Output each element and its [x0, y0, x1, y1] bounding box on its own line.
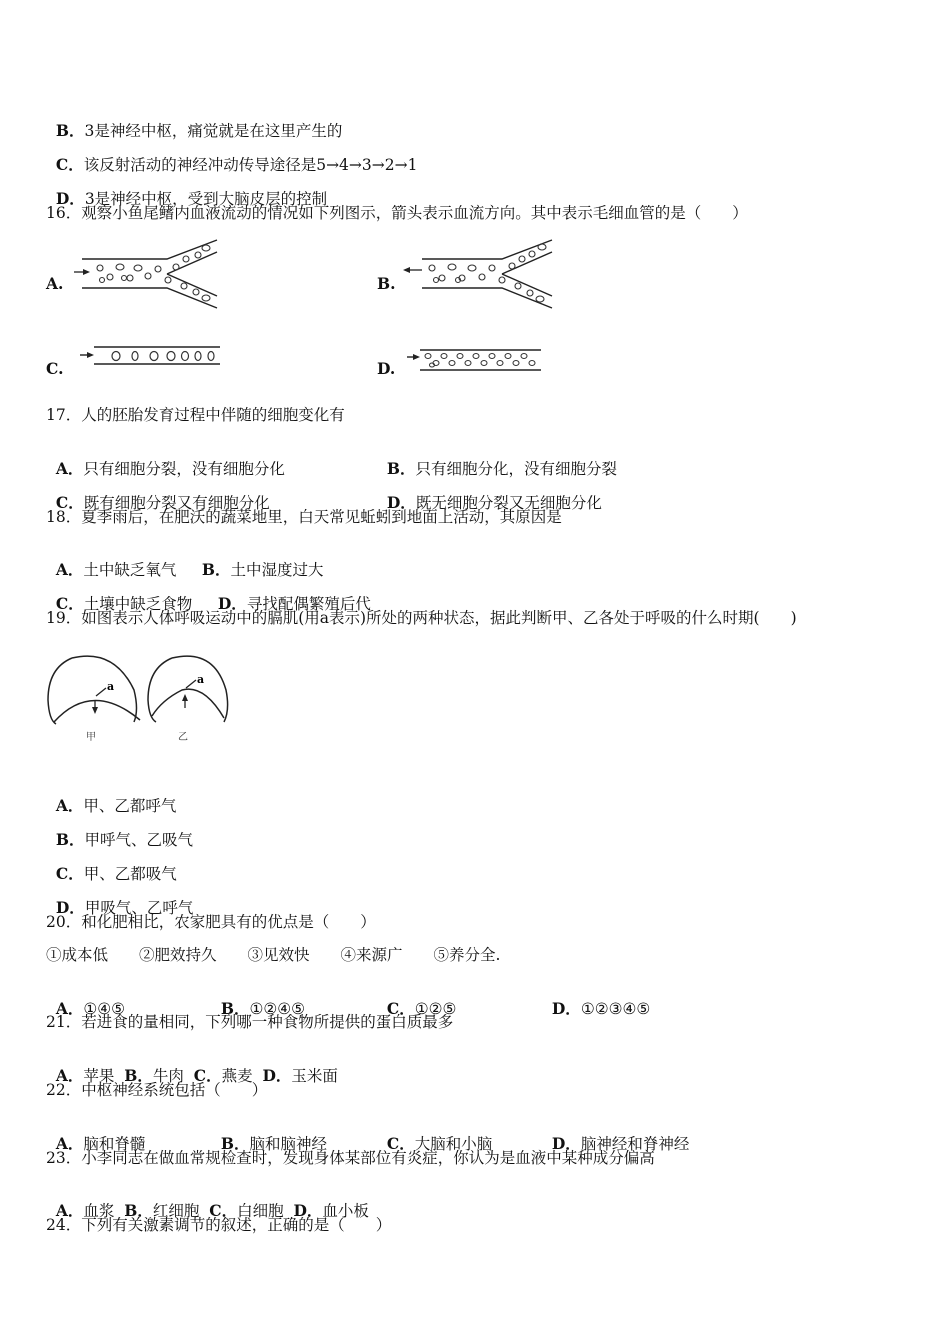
option-text: 甲、乙都吸气 — [83, 865, 177, 883]
option-text: 血浆 — [83, 1202, 115, 1220]
option-text: 土中湿度过大 — [230, 561, 324, 579]
option-text: 大脑和小脑 — [414, 1135, 493, 1153]
option-text: 牛肉 — [152, 1067, 184, 1085]
blood-vessel-diagram-a — [72, 238, 222, 310]
figure-label-jia: 甲 — [86, 732, 96, 743]
q21-stem: 21．若进食的量相同，下列哪一种食物所提供的蛋白质最多 — [46, 1013, 454, 1031]
option-label: B． — [55, 121, 85, 140]
blood-vessel-diagram-d — [404, 347, 544, 373]
option-text: 甲吸气、乙呼气 — [84, 899, 194, 917]
option-label: B． — [124, 1066, 153, 1085]
option-label: A． — [55, 999, 84, 1018]
option-label: D． — [55, 898, 85, 917]
option-text: 白细胞 — [237, 1202, 284, 1220]
figure-label-yi: 乙 — [178, 732, 188, 743]
option-text: 甲、乙都呼气 — [83, 797, 177, 815]
option-label: B． — [220, 1134, 250, 1153]
option-label: B． — [55, 830, 85, 849]
option-label: A． — [55, 1134, 84, 1153]
q22-stem: 22．中枢神经系统包括（ ） — [46, 1081, 268, 1099]
q16-option-a-label: A. — [46, 274, 64, 293]
option-label: D． — [293, 1201, 323, 1220]
option-label: A． — [55, 1201, 84, 1220]
option-label: C． — [193, 1066, 222, 1085]
q20-stem: 20．和化肥相比，农家肥具有的优点是（ ） — [46, 913, 376, 931]
q20-items: ①成本低 ②肥效持久 ③见效快 ④来源广 ⑤养分全. — [46, 946, 501, 964]
option-text: ①②③④⑤ — [580, 1000, 651, 1018]
option-label: D． — [262, 1066, 292, 1085]
option-label: D． — [551, 999, 581, 1018]
q17-stem: 17．人的胚胎发育过程中伴随的细胞变化有 — [46, 406, 345, 424]
diaphragm-label-a-yi: a — [197, 673, 205, 686]
option-text: 土中缺乏氧气 — [83, 561, 177, 579]
option-label: C． — [386, 1134, 415, 1153]
option-text: 脑和脊髓 — [83, 1135, 146, 1153]
option-text: 玉米面 — [291, 1067, 338, 1085]
option-label: C． — [55, 493, 84, 512]
option-text: 只有细胞分化，没有细胞分裂 — [415, 460, 617, 478]
option-label: A． — [55, 796, 84, 815]
option-text: 该反射活动的神经冲动传导途径是5→4→3→2→1 — [83, 156, 418, 174]
option-label: D． — [551, 1134, 581, 1153]
option-label: A． — [55, 560, 84, 579]
option-text: 血小板 — [322, 1202, 369, 1220]
option-text: 脑神经和脊神经 — [580, 1135, 690, 1153]
diaphragm-label-a-jia: a — [107, 680, 115, 693]
option-text: 红细胞 — [152, 1202, 200, 1220]
option-label: B． — [220, 999, 250, 1018]
q19-stem: 19．如图表示人体呼吸运动中的膈肌(用a表示)所处的两种状态，据此判断甲、乙各处于呼吸的什么时期( ) — [46, 609, 797, 627]
option-label: C． — [55, 864, 84, 883]
q16-option-c-label: C. — [46, 359, 64, 378]
q18-stem: 18．夏季雨后，在肥沃的蔬菜地里，白天常见蚯蚓到地面上活动，其原因是 — [46, 508, 562, 526]
blood-vessel-diagram-b — [402, 238, 557, 310]
option-text: 脑和脑神经 — [249, 1135, 327, 1153]
option-label: C． — [55, 594, 84, 613]
option-label: D． — [386, 493, 416, 512]
option-text: 3是神经中枢，痛觉就是在这里产生的 — [84, 122, 343, 140]
option-label: B． — [386, 459, 416, 478]
option-label: C． — [55, 155, 84, 174]
option-text: 3是神经中枢，受到大脑皮层的控制 — [84, 190, 328, 208]
option-text: 既有细胞分裂又有细胞分化 — [83, 494, 270, 512]
blood-vessel-diagram-c — [78, 343, 223, 367]
option-label: B． — [201, 560, 231, 579]
q16-option-b-label: B. — [377, 274, 396, 293]
option-label: B． — [124, 1201, 153, 1220]
option-label: D． — [55, 189, 85, 208]
option-label: A． — [55, 1066, 84, 1085]
option-text: 甲呼气、乙吸气 — [84, 831, 193, 849]
option-text: 只有细胞分裂，没有细胞分化 — [83, 460, 285, 478]
option-text: 寻找配偶繁殖后代 — [246, 595, 371, 613]
q24-stem: 24．下列有关激素调节的叙述，正确的是（ ） — [46, 1216, 392, 1234]
option-text: ①④⑤ — [83, 1000, 126, 1018]
option-label: A． — [55, 459, 84, 478]
diaphragm-diagram — [44, 650, 234, 745]
option-text: ①②④⑤ — [249, 1000, 306, 1018]
q23-stem: 23．小李同志在做血常规检查时，发现身体某部位有炎症，你认为是血液中某种成分偏高 — [46, 1149, 655, 1167]
option-label: C． — [209, 1201, 238, 1220]
option-text: 燕麦 — [221, 1067, 253, 1085]
option-label: C． — [386, 999, 415, 1018]
option-label: D． — [217, 594, 247, 613]
option-text: 既无细胞分裂又无细胞分化 — [415, 494, 602, 512]
option-text: ①②⑤ — [414, 1000, 457, 1018]
option-text: 苹果 — [83, 1067, 115, 1085]
option-text: 土壤中缺乏食物 — [83, 595, 193, 613]
q16-stem: 16．观察小鱼尾鳍内血液流动的情况如下列图示，箭头表示血流方向。其中表示毛细血管的是（ ） — [46, 204, 748, 222]
q16-option-d-label: D. — [377, 359, 396, 378]
q20-option-d — [542, 979, 650, 1019]
